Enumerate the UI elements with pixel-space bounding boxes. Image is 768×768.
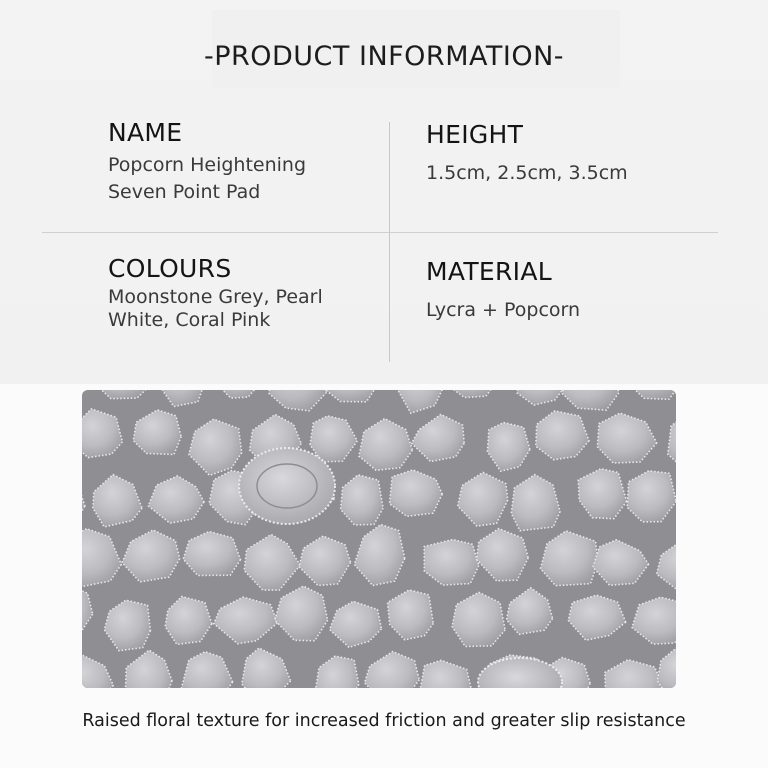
texture-caption: Raised floral texture for increased friction and greater slip resistance bbox=[82, 711, 686, 731]
spec-height-value: 1.5cm, 2.5cm, 3.5cm bbox=[426, 162, 628, 184]
spec-height-label: HEIGHT bbox=[426, 120, 524, 149]
spec-name-label: NAME bbox=[108, 118, 183, 147]
pebble bbox=[424, 540, 479, 586]
spec-material bbox=[426, 257, 726, 324]
row-divider bbox=[42, 232, 718, 233]
spec-colours bbox=[108, 254, 368, 332]
spec-height bbox=[426, 120, 726, 187]
pebble-texture bbox=[82, 390, 676, 688]
texture-closeup-image bbox=[82, 390, 676, 688]
spec-name bbox=[108, 118, 368, 206]
section-title: -PRODUCT INFORMATION- bbox=[203, 41, 565, 72]
column-divider bbox=[389, 122, 390, 362]
spec-name-value: Popcorn Heightening Seven Point Pad bbox=[108, 154, 307, 203]
spec-material-value: Lycra + Popcorn bbox=[426, 299, 581, 321]
spec-material-label: MATERIAL bbox=[426, 257, 552, 286]
spec-colours-value: Moonstone Grey, Pearl White, Coral Pink bbox=[108, 286, 323, 331]
spec-colours-label: COLOURS bbox=[108, 254, 232, 283]
